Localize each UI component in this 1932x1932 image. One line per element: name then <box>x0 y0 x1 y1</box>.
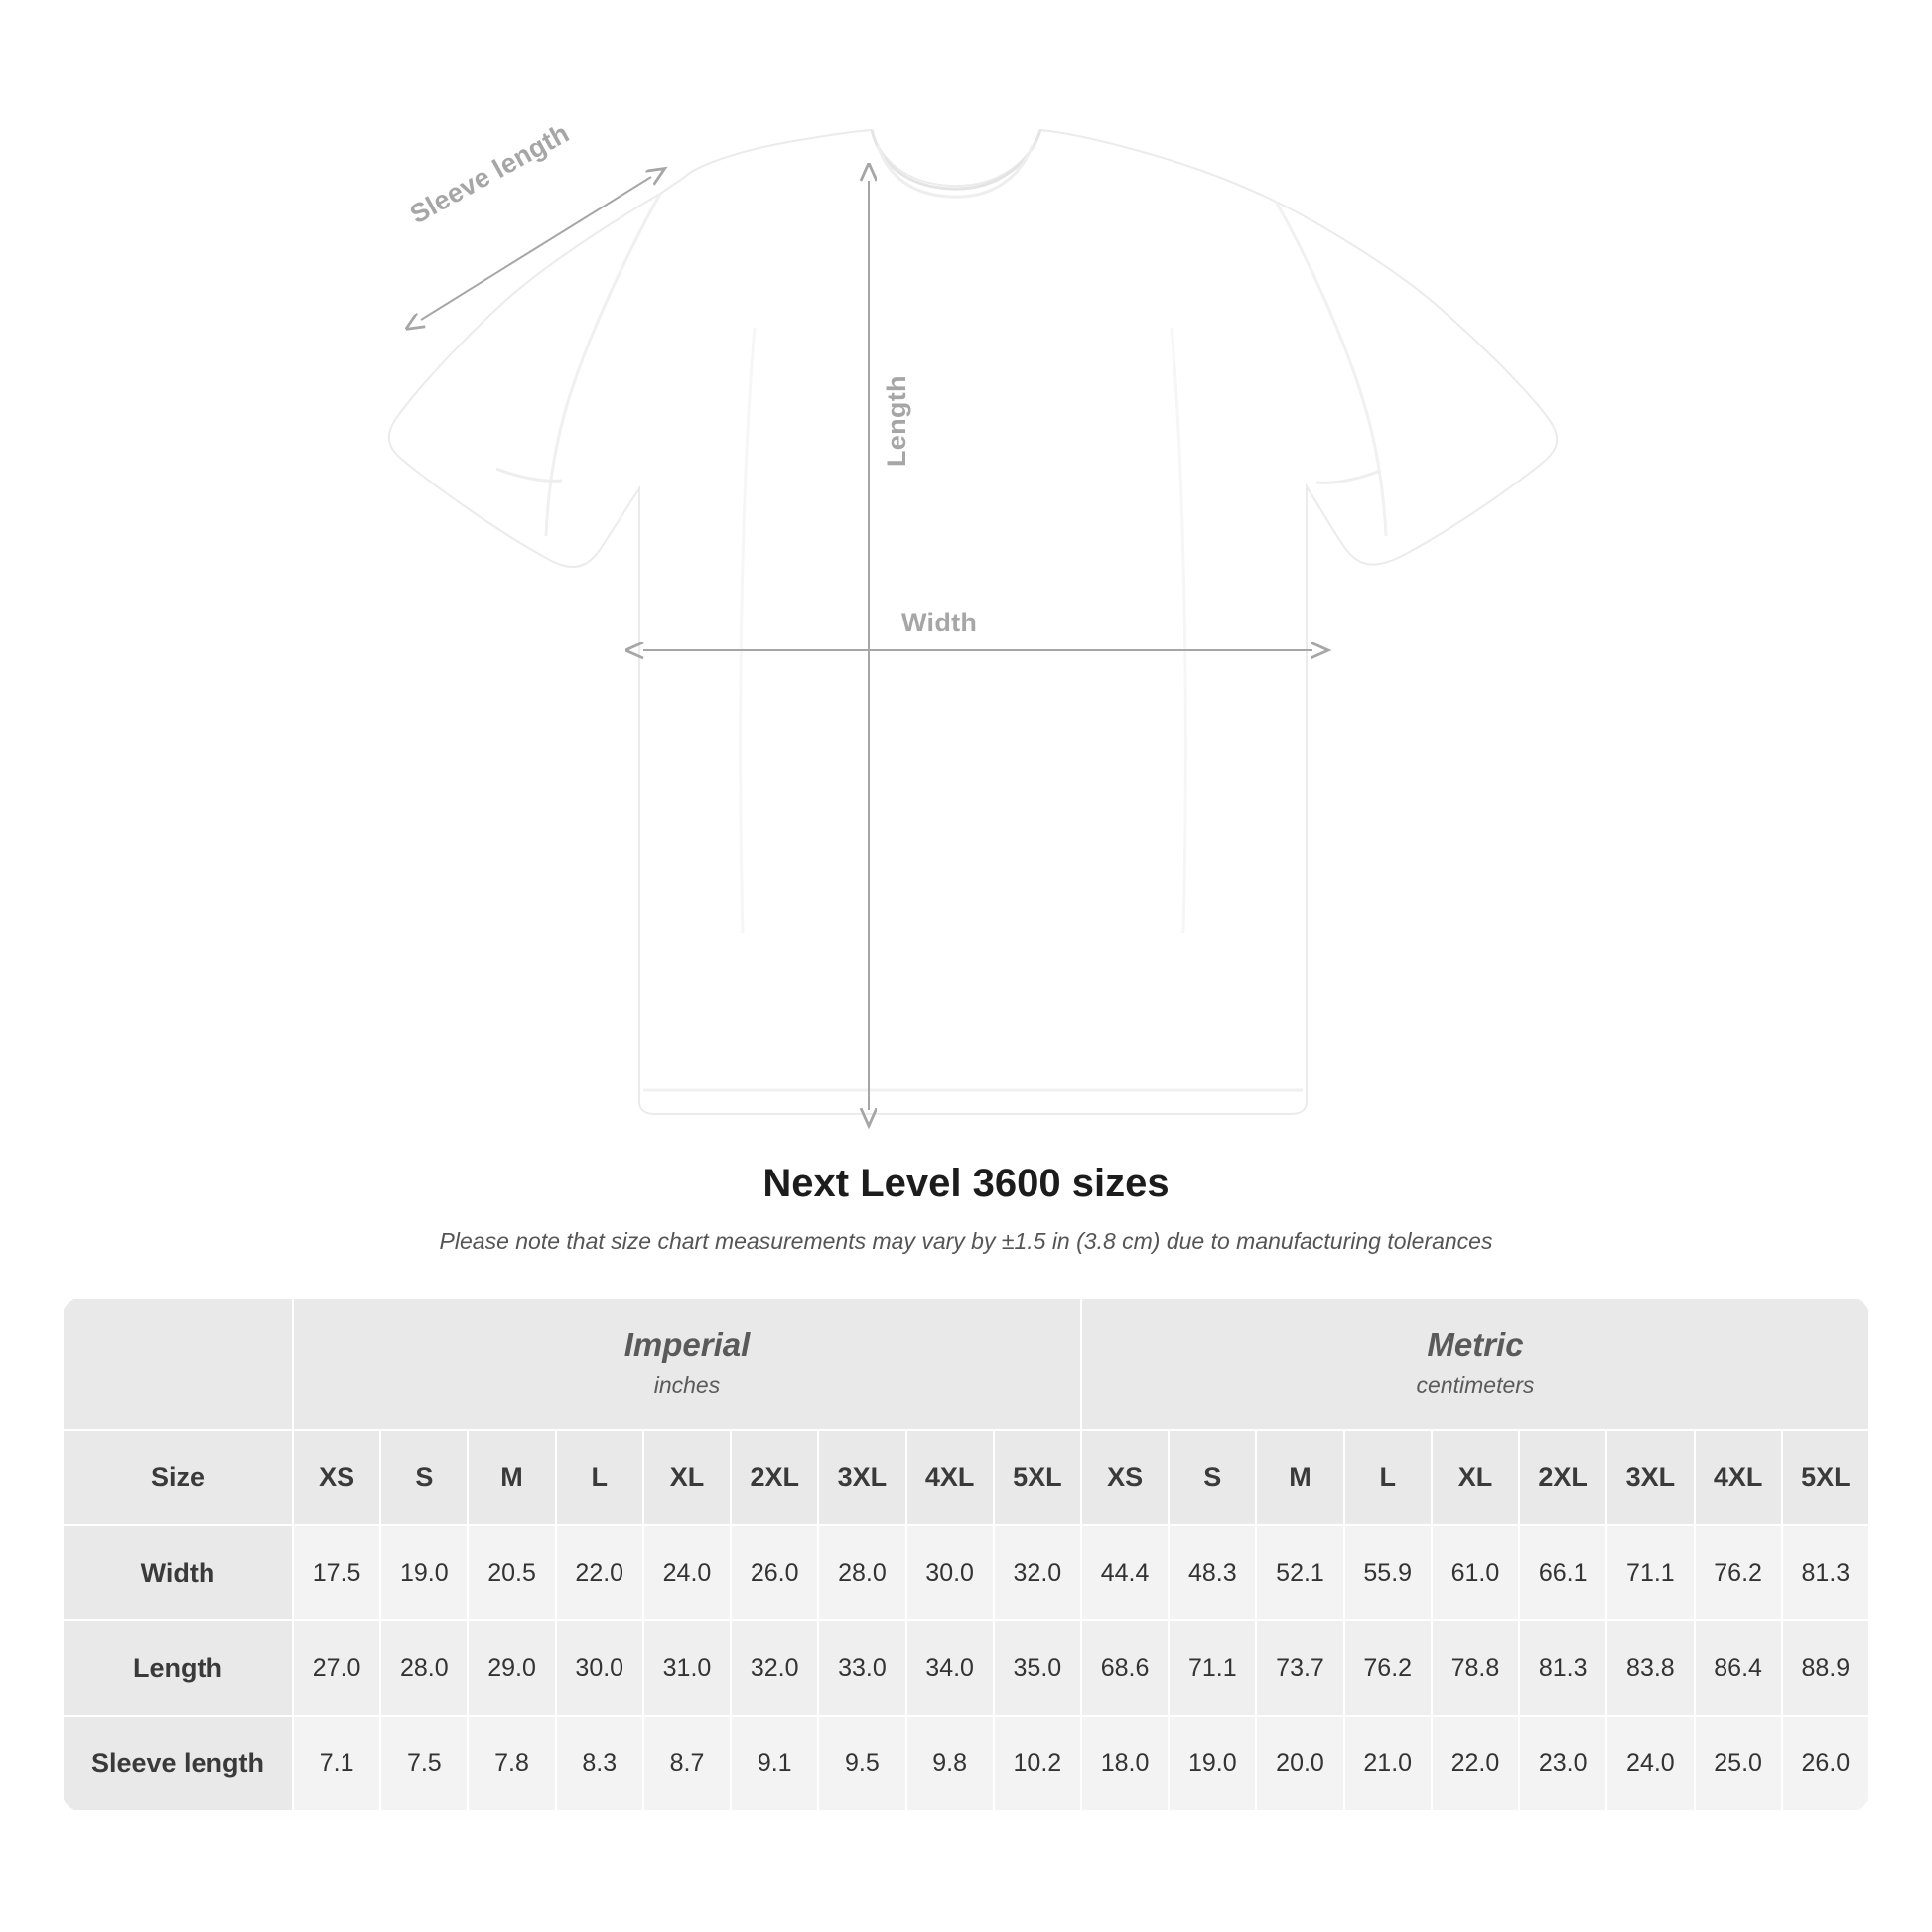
value-cell-imperial: 35.0 <box>994 1620 1081 1716</box>
size-header-cell: 3XL <box>1606 1430 1694 1525</box>
value-cell-imperial: 20.5 <box>468 1525 555 1620</box>
row-label-cell: Sleeve length <box>63 1716 293 1811</box>
value-cell-imperial: 7.5 <box>380 1716 468 1811</box>
value-cell-imperial: 22.0 <box>556 1525 643 1620</box>
size-chart-body <box>63 1525 1869 1811</box>
value-cell-metric: 76.2 <box>1695 1525 1782 1620</box>
value-cell-metric: 71.1 <box>1606 1525 1694 1620</box>
value-cell-metric: 44.4 <box>1081 1525 1169 1620</box>
value-cell-imperial: 28.0 <box>818 1525 905 1620</box>
size-chart-table-wrap <box>62 1297 1870 1812</box>
value-cell-imperial: 30.0 <box>556 1620 643 1716</box>
value-cell-metric: 86.4 <box>1695 1620 1782 1716</box>
value-cell-metric: 88.9 <box>1782 1620 1869 1716</box>
size-header-cell: XS <box>1081 1430 1169 1525</box>
value-cell-metric: 55.9 <box>1344 1525 1432 1620</box>
value-cell-metric: 81.3 <box>1519 1620 1606 1716</box>
value-cell-metric: 24.0 <box>1606 1716 1694 1811</box>
size-header-cell: M <box>468 1430 555 1525</box>
table-row <box>63 1525 1869 1620</box>
value-cell-metric: 25.0 <box>1695 1716 1782 1811</box>
size-header-cell: 2XL <box>731 1430 818 1525</box>
size-header-cell: L <box>556 1430 643 1525</box>
value-cell-metric: 22.0 <box>1432 1716 1519 1811</box>
value-cell-metric: 21.0 <box>1344 1716 1432 1811</box>
value-cell-metric: 66.1 <box>1519 1525 1606 1620</box>
size-header-cell: 4XL <box>906 1430 994 1525</box>
sleeve-length-label: Sleeve length <box>405 117 575 230</box>
page-title: Next Level 3600 sizes <box>762 1162 1170 1205</box>
size-header-cell: 5XL <box>994 1430 1081 1525</box>
size-header-cell: S <box>1169 1430 1256 1525</box>
value-cell-metric: 26.0 <box>1782 1716 1869 1811</box>
value-cell-metric: 23.0 <box>1519 1716 1606 1811</box>
size-header-cell: XL <box>1432 1430 1519 1525</box>
value-cell-metric: 68.6 <box>1081 1620 1169 1716</box>
value-cell-imperial: 10.2 <box>994 1716 1081 1811</box>
value-cell-metric: 81.3 <box>1782 1525 1869 1620</box>
row-label-cell: Width <box>63 1525 293 1620</box>
size-header-label: Size <box>63 1430 293 1525</box>
value-cell-imperial: 29.0 <box>468 1620 555 1716</box>
metric-header <box>1081 1298 1869 1430</box>
size-header-cell: 4XL <box>1695 1430 1782 1525</box>
unit-header-row <box>63 1298 1869 1430</box>
size-chart-table <box>62 1297 1870 1812</box>
value-cell-imperial: 9.1 <box>731 1716 818 1811</box>
value-cell-imperial: 24.0 <box>643 1525 731 1620</box>
imperial-title: Imperial <box>623 1326 751 1363</box>
value-cell-imperial: 19.0 <box>380 1525 468 1620</box>
tolerance-note: Please note that size chart measurements may vary by ±1.5 in (3.8 cm) due to manufacturing tolerances <box>439 1228 1493 1254</box>
size-header-cell: S <box>380 1430 468 1525</box>
metric-title: Metric <box>1427 1326 1524 1363</box>
value-cell-imperial: 32.0 <box>994 1525 1081 1620</box>
value-cell-imperial: 31.0 <box>643 1620 731 1716</box>
value-cell-metric: 18.0 <box>1081 1716 1169 1811</box>
value-cell-imperial: 17.5 <box>293 1525 380 1620</box>
value-cell-metric: 83.8 <box>1606 1620 1694 1716</box>
size-header-cell: 2XL <box>1519 1430 1606 1525</box>
value-cell-metric: 52.1 <box>1256 1525 1343 1620</box>
table-row <box>63 1716 1869 1811</box>
imperial-header <box>293 1298 1081 1430</box>
value-cell-metric: 76.2 <box>1344 1620 1432 1716</box>
value-cell-imperial: 7.8 <box>468 1716 555 1811</box>
width-label: Width <box>901 608 978 637</box>
value-cell-imperial: 32.0 <box>731 1620 818 1716</box>
value-cell-imperial: 27.0 <box>293 1620 380 1716</box>
row-label-cell: Length <box>63 1620 293 1716</box>
value-cell-imperial: 9.8 <box>906 1716 994 1811</box>
value-cell-imperial: 7.1 <box>293 1716 380 1811</box>
value-cell-imperial: 9.5 <box>818 1716 905 1811</box>
size-header-cell: L <box>1344 1430 1432 1525</box>
table-row <box>63 1620 1869 1716</box>
value-cell-metric: 20.0 <box>1256 1716 1343 1811</box>
value-cell-imperial: 8.7 <box>643 1716 731 1811</box>
value-cell-imperial: 34.0 <box>906 1620 994 1716</box>
value-cell-metric: 71.1 <box>1169 1620 1256 1716</box>
size-header-row <box>63 1430 1869 1525</box>
size-header-cell: M <box>1256 1430 1343 1525</box>
value-cell-metric: 48.3 <box>1169 1525 1256 1620</box>
value-cell-metric: 73.7 <box>1256 1620 1343 1716</box>
metric-subtitle: centimeters <box>1416 1372 1535 1398</box>
imperial-subtitle: inches <box>653 1372 721 1398</box>
value-cell-metric: 78.8 <box>1432 1620 1519 1716</box>
size-header-cell: XL <box>643 1430 731 1525</box>
value-cell-imperial: 28.0 <box>380 1620 468 1716</box>
value-cell-metric: 19.0 <box>1169 1716 1256 1811</box>
value-cell-imperial: 26.0 <box>731 1525 818 1620</box>
value-cell-imperial: 33.0 <box>818 1620 905 1716</box>
size-header-cell: 3XL <box>818 1430 905 1525</box>
size-header-cell: 5XL <box>1782 1430 1869 1525</box>
value-cell-metric: 61.0 <box>1432 1525 1519 1620</box>
length-label: Length <box>882 375 911 467</box>
value-cell-imperial: 8.3 <box>556 1716 643 1811</box>
value-cell-imperial: 30.0 <box>906 1525 994 1620</box>
size-header-cell: XS <box>293 1430 380 1525</box>
table-corner-cell <box>63 1298 293 1430</box>
